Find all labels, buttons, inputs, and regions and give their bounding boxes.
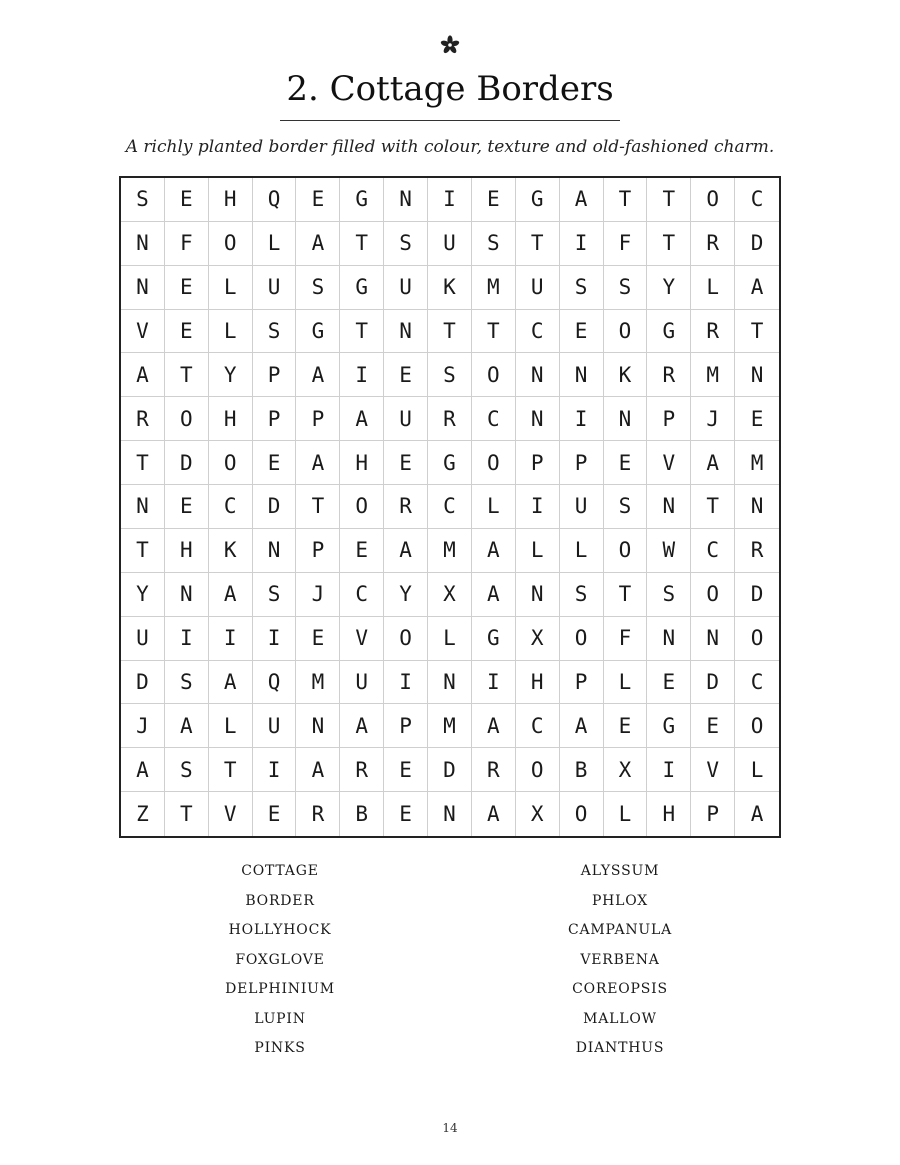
- grid-cell: L: [604, 661, 648, 705]
- grid-cell: D: [735, 222, 779, 266]
- grid-cell: S: [296, 266, 340, 310]
- grid-cell: A: [296, 441, 340, 485]
- grid-cell: U: [121, 617, 165, 661]
- grid-cell: E: [253, 792, 297, 836]
- grid-cell: O: [384, 617, 428, 661]
- flower-icon: [440, 35, 460, 55]
- word-list-right: [500, 857, 740, 1064]
- grid-cell: I: [472, 661, 516, 705]
- word-list-item: HOLLYHOCK: [228, 922, 332, 938]
- grid-cell: V: [691, 748, 735, 792]
- grid-cell: I: [384, 661, 428, 705]
- word-list-item: MALLOW: [583, 1010, 657, 1027]
- grid-cell: A: [560, 178, 604, 222]
- grid-cell: G: [340, 266, 384, 310]
- title-divider: [280, 120, 620, 121]
- grid-cell: E: [296, 178, 340, 222]
- grid-cell: M: [428, 704, 472, 748]
- grid-cell: O: [472, 441, 516, 485]
- grid-cell: M: [472, 266, 516, 310]
- grid-cell: O: [560, 792, 604, 836]
- grid-cell: J: [121, 704, 165, 748]
- grid-cell: E: [735, 397, 779, 441]
- grid-cell: L: [560, 529, 604, 573]
- grid-cell: S: [604, 266, 648, 310]
- grid-cell: N: [516, 573, 560, 617]
- grid-cell: N: [516, 353, 560, 397]
- grid-cell: D: [165, 441, 209, 485]
- grid-cell: D: [735, 573, 779, 617]
- grid-cell: P: [560, 661, 604, 705]
- grid-cell: I: [516, 485, 560, 529]
- word-list-item: DELPHINIUM: [225, 981, 335, 997]
- grid-cell: L: [209, 704, 253, 748]
- grid-cell: K: [428, 266, 472, 310]
- grid-cell: A: [340, 704, 384, 748]
- grid-cell: N: [735, 485, 779, 529]
- grid-cell: C: [735, 178, 779, 222]
- grid-cell: D: [121, 661, 165, 705]
- grid-cell: E: [604, 441, 648, 485]
- grid-cell: L: [209, 310, 253, 354]
- grid-cell: M: [428, 529, 472, 573]
- grid-cell: E: [165, 310, 209, 354]
- grid-cell: T: [340, 310, 384, 354]
- grid-cell: E: [253, 441, 297, 485]
- grid-cell: N: [604, 397, 648, 441]
- grid-cell: F: [604, 222, 648, 266]
- grid-cell: N: [253, 529, 297, 573]
- grid-cell: C: [691, 529, 735, 573]
- grid-cell: S: [253, 310, 297, 354]
- grid-cell: O: [209, 441, 253, 485]
- grid-cell: P: [647, 397, 691, 441]
- grid-cell: N: [121, 485, 165, 529]
- word-list-item: COREOPSIS: [572, 981, 668, 997]
- grid-cell: C: [428, 485, 472, 529]
- grid-cell: A: [121, 353, 165, 397]
- grid-cell: S: [165, 748, 209, 792]
- grid-cell: R: [647, 353, 691, 397]
- grid-cell: A: [209, 573, 253, 617]
- grid-cell: E: [604, 704, 648, 748]
- grid-cell: K: [209, 529, 253, 573]
- grid-cell: B: [340, 792, 384, 836]
- word-list-item: PINKS: [254, 1040, 306, 1056]
- grid-cell: A: [340, 397, 384, 441]
- grid-cell: S: [560, 266, 604, 310]
- grid-cell: I: [647, 748, 691, 792]
- grid-cell: I: [340, 353, 384, 397]
- grid-cell: I: [209, 617, 253, 661]
- grid-cell: A: [384, 529, 428, 573]
- grid-cell: O: [340, 485, 384, 529]
- grid-cell: S: [121, 178, 165, 222]
- grid-cell: A: [296, 353, 340, 397]
- grid-cell: M: [691, 353, 735, 397]
- grid-cell: O: [735, 704, 779, 748]
- grid-cell: L: [691, 266, 735, 310]
- grid-cell: F: [604, 617, 648, 661]
- grid-cell: A: [209, 661, 253, 705]
- grid-cell: A: [165, 704, 209, 748]
- grid-cell: N: [647, 485, 691, 529]
- grid-cell: U: [516, 266, 560, 310]
- grid-cell: N: [165, 573, 209, 617]
- word-search-grid: [119, 176, 781, 838]
- grid-cell: C: [516, 310, 560, 354]
- grid-cell: X: [604, 748, 648, 792]
- grid-cell: S: [253, 573, 297, 617]
- grid-cell: V: [340, 617, 384, 661]
- grid-cell: G: [340, 178, 384, 222]
- grid-cell: H: [340, 441, 384, 485]
- word-list-item: VERBENA: [580, 951, 660, 968]
- word-list-item: COTTAGE: [241, 863, 319, 879]
- grid-cell: T: [472, 310, 516, 354]
- grid-cell: T: [209, 748, 253, 792]
- grid-cell: N: [516, 397, 560, 441]
- grid-cell: V: [209, 792, 253, 836]
- grid-cell: X: [428, 573, 472, 617]
- grid-cell: G: [516, 178, 560, 222]
- grid-cell: V: [647, 441, 691, 485]
- word-list-item: LUPIN: [254, 1010, 306, 1027]
- grid-cell: T: [165, 353, 209, 397]
- word-list-item: FOXGLOVE: [235, 951, 325, 968]
- grid-cell: X: [516, 792, 560, 836]
- grid-cell: A: [296, 222, 340, 266]
- grid-cell: M: [296, 661, 340, 705]
- grid-cell: D: [253, 485, 297, 529]
- grid-cell: I: [253, 748, 297, 792]
- grid-cell: O: [165, 397, 209, 441]
- grid-cell: N: [384, 178, 428, 222]
- grid-cell: R: [428, 397, 472, 441]
- grid-cell: R: [691, 222, 735, 266]
- grid-cell: T: [121, 529, 165, 573]
- grid-cell: T: [428, 310, 472, 354]
- grid-cell: E: [647, 661, 691, 705]
- grid-cell: U: [384, 397, 428, 441]
- grid-cell: R: [121, 397, 165, 441]
- grid-cell: L: [253, 222, 297, 266]
- grid-cell: I: [165, 617, 209, 661]
- grid-cell: V: [121, 310, 165, 354]
- grid-cell: G: [428, 441, 472, 485]
- grid-cell: R: [340, 748, 384, 792]
- grid-cell: B: [560, 748, 604, 792]
- grid-cell: E: [691, 704, 735, 748]
- word-list-item: DIANTHUS: [575, 1040, 665, 1056]
- grid-cell: O: [472, 353, 516, 397]
- word-list-item: CAMPANULA: [567, 922, 673, 938]
- grid-cell: S: [647, 573, 691, 617]
- grid-cell: Q: [253, 661, 297, 705]
- grid-cell: T: [735, 310, 779, 354]
- grid-cell: Z: [121, 792, 165, 836]
- grid-cell: E: [384, 441, 428, 485]
- grid-cell: T: [296, 485, 340, 529]
- grid-cell: P: [384, 704, 428, 748]
- grid-cell: R: [691, 310, 735, 354]
- grid-cell: L: [735, 748, 779, 792]
- grid-cell: N: [296, 704, 340, 748]
- grid-cell: Y: [384, 573, 428, 617]
- grid-cell: C: [209, 485, 253, 529]
- grid-cell: T: [604, 573, 648, 617]
- grid-cell: T: [647, 178, 691, 222]
- word-list-left: [160, 857, 400, 1064]
- grid-cell: E: [384, 792, 428, 836]
- grid-cell: Y: [121, 573, 165, 617]
- grid-cell: T: [691, 485, 735, 529]
- grid-cell: T: [516, 222, 560, 266]
- grid-cell: U: [428, 222, 472, 266]
- grid-cell: O: [735, 617, 779, 661]
- grid-cell: E: [384, 353, 428, 397]
- grid-cell: A: [121, 748, 165, 792]
- grid-cell: O: [209, 222, 253, 266]
- grid-cell: P: [253, 397, 297, 441]
- grid-cell: E: [165, 178, 209, 222]
- grid-cell: C: [472, 397, 516, 441]
- grid-cell: T: [647, 222, 691, 266]
- grid-cell: C: [340, 573, 384, 617]
- grid-cell: O: [560, 617, 604, 661]
- grid-cell: N: [121, 222, 165, 266]
- grid-cell: C: [516, 704, 560, 748]
- grid-cell: S: [384, 222, 428, 266]
- grid-cell: U: [340, 661, 384, 705]
- grid-cell: W: [647, 529, 691, 573]
- word-list-item: ALYSSUM: [580, 863, 660, 879]
- grid-cell: D: [428, 748, 472, 792]
- grid-cell: T: [121, 441, 165, 485]
- grid-cell: A: [691, 441, 735, 485]
- grid-cell: N: [428, 661, 472, 705]
- grid-cell: O: [516, 748, 560, 792]
- grid-cell: K: [604, 353, 648, 397]
- grid-cell: I: [560, 222, 604, 266]
- grid-cell: S: [165, 661, 209, 705]
- grid-cell: Y: [647, 266, 691, 310]
- grid-cell: N: [121, 266, 165, 310]
- grid-cell: P: [253, 353, 297, 397]
- grid-cell: D: [691, 661, 735, 705]
- grid-cell: T: [165, 792, 209, 836]
- grid-cell: N: [384, 310, 428, 354]
- grid-cell: U: [253, 266, 297, 310]
- grid-cell: N: [428, 792, 472, 836]
- grid-cell: J: [296, 573, 340, 617]
- word-list-item: PHLOX: [591, 892, 649, 909]
- grid-cell: E: [560, 310, 604, 354]
- grid-cell: P: [516, 441, 560, 485]
- grid-cell: H: [165, 529, 209, 573]
- grid-cell: A: [296, 748, 340, 792]
- grid-cell: R: [296, 792, 340, 836]
- grid-cell: E: [384, 748, 428, 792]
- grid-cell: A: [472, 792, 516, 836]
- grid-cell: T: [604, 178, 648, 222]
- grid-cell: I: [253, 617, 297, 661]
- grid-cell: U: [384, 266, 428, 310]
- grid-cell: A: [472, 529, 516, 573]
- grid-cell: U: [560, 485, 604, 529]
- grid-cell: A: [472, 573, 516, 617]
- grid-cell: P: [296, 397, 340, 441]
- grid-cell: O: [691, 178, 735, 222]
- grid-cell: S: [472, 222, 516, 266]
- grid-cell: E: [165, 485, 209, 529]
- page-subtitle: A richly planted border filled with colour, texture and old-fashioned charm.: [125, 137, 775, 157]
- page-number: 14: [442, 1121, 458, 1135]
- grid-cell: R: [384, 485, 428, 529]
- grid-cell: O: [604, 529, 648, 573]
- grid-cell: I: [560, 397, 604, 441]
- word-list-item: BORDER: [245, 892, 315, 909]
- grid-cell: Q: [253, 178, 297, 222]
- grid-cell: N: [560, 353, 604, 397]
- grid-cell: M: [735, 441, 779, 485]
- grid-cell: O: [691, 573, 735, 617]
- grid-cell: L: [604, 792, 648, 836]
- grid-cell: U: [253, 704, 297, 748]
- grid-cell: I: [428, 178, 472, 222]
- grid-cell: E: [296, 617, 340, 661]
- grid-cell: G: [647, 704, 691, 748]
- grid-cell: H: [647, 792, 691, 836]
- grid-cell: R: [472, 748, 516, 792]
- grid-cell: L: [428, 617, 472, 661]
- grid-cell: E: [472, 178, 516, 222]
- grid-cell: N: [691, 617, 735, 661]
- grid-cell: A: [472, 704, 516, 748]
- page-title: 2. Cottage Borders: [286, 69, 614, 109]
- grid-cell: X: [516, 617, 560, 661]
- grid-cell: L: [209, 266, 253, 310]
- grid-cell: N: [735, 353, 779, 397]
- grid-cell: P: [691, 792, 735, 836]
- grid-cell: G: [296, 310, 340, 354]
- grid-cell: E: [340, 529, 384, 573]
- grid-cell: P: [560, 441, 604, 485]
- grid-cell: T: [340, 222, 384, 266]
- grid-cell: L: [516, 529, 560, 573]
- grid-cell: H: [209, 397, 253, 441]
- grid-cell: E: [165, 266, 209, 310]
- grid-cell: R: [735, 529, 779, 573]
- grid-cell: P: [296, 529, 340, 573]
- grid-cell: J: [691, 397, 735, 441]
- grid-cell: H: [516, 661, 560, 705]
- grid-cell: A: [750, 802, 764, 827]
- grid-cell: L: [472, 485, 516, 529]
- grid-cell: A: [560, 704, 604, 748]
- grid-cell: S: [560, 573, 604, 617]
- grid-cell: G: [647, 310, 691, 354]
- grid-cell: S: [428, 353, 472, 397]
- grid-cell: N: [647, 617, 691, 661]
- grid-cell: G: [472, 617, 516, 661]
- grid-cell: F: [165, 222, 209, 266]
- grid-cell: H: [209, 178, 253, 222]
- grid-cell: C: [735, 661, 779, 705]
- grid-cell: A: [735, 266, 779, 310]
- grid-cell: O: [604, 310, 648, 354]
- grid-cell: S: [604, 485, 648, 529]
- grid-cell: Y: [209, 353, 253, 397]
